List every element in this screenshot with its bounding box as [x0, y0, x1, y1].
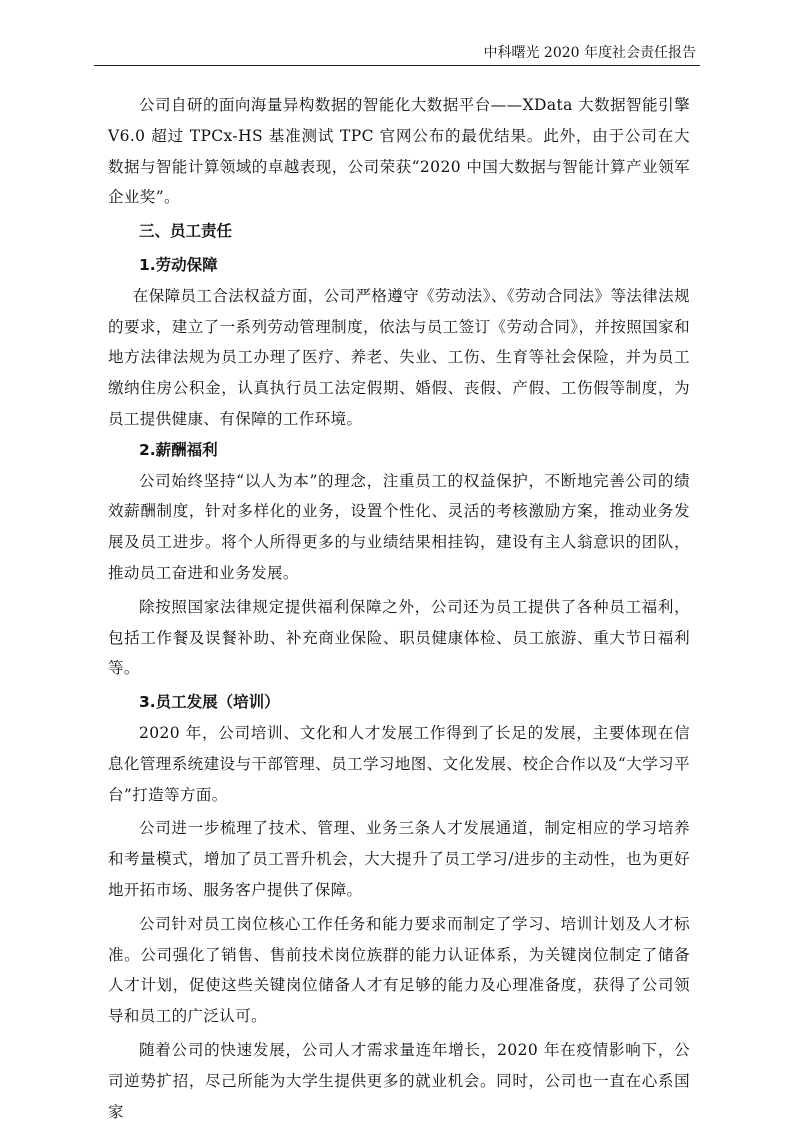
subheading-labor-protection: 1.劳动保障 [139, 255, 218, 274]
paragraph-career-paths: 公司进一步梳理了技术、管理、业务三条人才发展通道，制定相应的学习培养和考量模式，增加了员工晋升机会，大大提升了员工学习/进步的主动性，也为更好地开拓市场、服务客户提供了保障。 [108, 819, 690, 899]
paragraph-xdata: 公司自研的面向海量异构数据的智能化大数据平台——XData 大数据智能引擎 V6.0 超过 TPCx-HS 基准测试 TPC 官网公布的最优结果。此外，由于公司在大数据与智能计算领域的卓越表现，公司荣获“2020 中国大数据与智能计算产业领军企业奖”。 [108, 96, 690, 207]
paragraph-welfare: 除按照国家法律规定提供福利保障之外，公司还为员工提供了各种员工福利，包括工作餐及误餐补助、补充商业保险、职员健康体检、员工旅游、重大节日福利等。 [108, 597, 690, 678]
page-header [94, 0, 700, 66]
paragraph-labor-protection: 在保障员工合法权益方面，公司严格遵守《劳动法》、《劳动合同法》等法律法规的要求，建立了一系列劳动管理制度，依法与员工签订《劳动合同》，并按照国家和地方法律法规为员工办理了医疗、养老、失业、工伤、生育等社会保险，并为员工缴纳住房公积金，认真执行员工法定假期、婚假、丧假、产假、工伤假等制度，为员工提供健康、有保障的工作环境。 [108, 286, 690, 428]
paragraph-training-plan: 公司针对员工岗位核心工作任务和能力要求而制定了学习、培训计划及人才标准。公司强化了销售、售前技术岗位族群的能力认证体系，为关键岗位制定了储备人才计划，促使这些关键岗位储备人才有足够的能力及心理准备度，获得了公司领导和员工的广泛认可。 [108, 914, 690, 1026]
paragraph-salary: 公司始终坚持“以人为本”的理念，注重员工的权益保护，不断地完善公司的绩效薪酬制度，针对多样化的业务，设置个性化、灵活的考核激励方案，推动业务发展及员工进步。将个人所得更多的与业绩结果相挂钩，建设有主人翁意识的团队，推动员工奋进和业务发展。 [108, 471, 690, 582]
paragraph-recruitment: 随着公司的快速发展，公司人才需求量连年增长，2020 年在疫情影响下，公司逆势扩招，尽己所能为大学生提供更多的就业机会。同时，公司也一直在心系国家 [108, 1040, 690, 1121]
subheading-employee-development: 3.员工发展（培训） [139, 693, 280, 712]
subheading-salary-welfare: 2.薪酬福利 [139, 440, 218, 459]
report-title: 中科曙光 2020 年度社会责任报告 [483, 45, 696, 61]
document-body [108, 90, 690, 1127]
paragraph-training-2020: 2020 年，公司培训、文化和人才发展工作得到了长足的发展，主要体现在信息化管理系统建设与干部管理、员工学习地图、文化发展、校企合作以及“大学习平台”打造等方面。 [108, 723, 690, 804]
section-heading-employee-responsibility: 三、员工责任 [139, 222, 233, 241]
